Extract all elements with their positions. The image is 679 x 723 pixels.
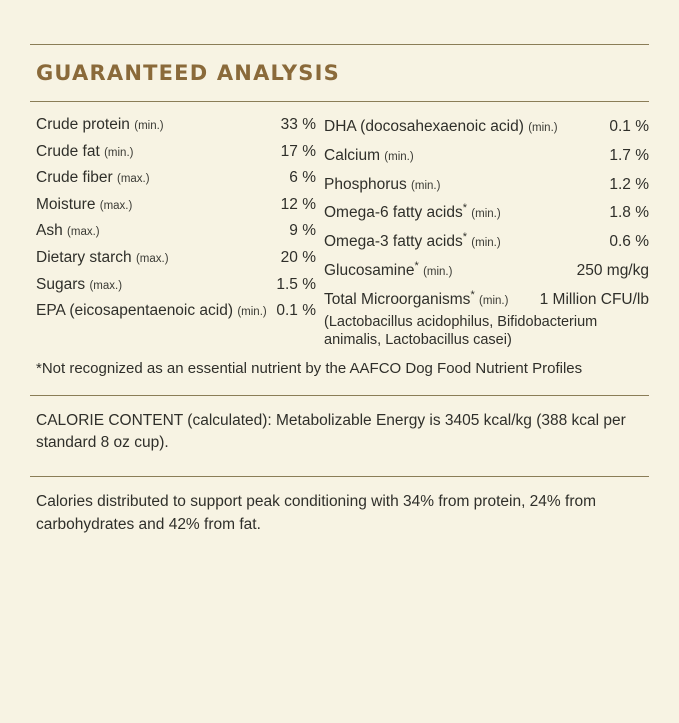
microorganism-detail-line: (Lactobacillus acidophilus, Bifidobacterium [324, 314, 598, 331]
nutrient-qualifier: (min.) [471, 237, 501, 250]
guaranteed-analysis-grid [30, 116, 649, 350]
analysis-row [36, 249, 316, 268]
nutrient-label: Phosphorus (min.) [324, 175, 441, 193]
nutrient-qualifier: (min.) [104, 146, 134, 159]
analysis-row [324, 231, 649, 252]
nutrition-panel [0, 44, 679, 723]
nutrient-qualifier: (min.) [384, 150, 414, 163]
calorie-distribution-paragraph: Calories distributed to support peak conditioning with 34% from protein, 24% from carbohydrates and 42% from fat. [36, 493, 597, 533]
nutrient-value: 0.1 % [276, 302, 316, 320]
footnote-marker: * [462, 202, 467, 215]
nutrient-value: 250 mg/kg [576, 261, 649, 279]
nutrient-qualifier: (min.) [411, 179, 441, 192]
analysis-row [36, 222, 316, 241]
nutrient-value: 1.7 % [609, 146, 649, 164]
nutrient-label: Crude fat (min.) [36, 142, 134, 160]
analysis-row [324, 260, 649, 281]
microorganism-detail-line: animalis, Lactobacillus casei) [324, 332, 512, 349]
analysis-row [36, 276, 316, 295]
analysis-row [324, 174, 649, 195]
nutrient-value: 0.6 % [609, 233, 649, 251]
nutrient-qualifier: (min.) [423, 265, 453, 278]
analysis-row [36, 196, 316, 215]
nutrient-value: 1.8 % [609, 204, 649, 222]
page-title: GUARANTEED ANALYSIS [36, 61, 340, 85]
divider-mid [30, 395, 649, 396]
analysis-row [324, 145, 649, 166]
footnote-marker: * [414, 259, 419, 272]
divider-under-title [30, 101, 649, 102]
analysis-row [324, 202, 649, 223]
nutrient-qualifier: (min.) [479, 294, 509, 307]
analysis-row [36, 169, 316, 188]
nutrient-qualifier: (max.) [99, 199, 133, 212]
nutrient-qualifier: (max.) [117, 173, 150, 186]
nutrient-value: 0.1 % [609, 118, 649, 136]
analysis-row [36, 116, 316, 135]
nutrient-label: Glucosamine* (min.) [324, 259, 453, 279]
analysis-row [324, 116, 649, 137]
aafco-footnote: *Not recognized as an essential nutrient by the AAFCO Dog Food Nutrient Profiles [36, 359, 583, 377]
footnote-marker: * [470, 288, 475, 301]
nutrient-value: 12 % [280, 195, 316, 213]
nutrient-label: DHA (docosahexaenoic acid) (min.) [324, 118, 558, 136]
nutrient-label: Crude fiber (max.) [36, 169, 150, 187]
nutrient-label: Moisture (max.) [36, 195, 133, 213]
nutrient-label: Omega-6 fatty acids* (min.) [324, 202, 501, 222]
nutrient-qualifier: (min.) [134, 120, 164, 132]
nutrient-label: Omega-3 fatty acids* (min.) [324, 231, 501, 251]
nutrient-label: Calcium (min.) [324, 146, 414, 164]
calorie-content-paragraph: CALORIE CONTENT (calculated): Metabolizable Energy is 3405 kcal/kg (388 kcal per standard 8 oz cup). [36, 411, 626, 451]
nutrient-label: EPA (eicosapentaenoic acid) (min.) [36, 302, 267, 320]
nutrient-value: 9 % [289, 222, 316, 240]
nutrient-label: Total Microorganisms* (min.) [324, 288, 509, 308]
nutrient-qualifier: (min.) [471, 208, 501, 221]
nutrient-value: 1.2 % [609, 175, 649, 193]
nutrient-qualifier: (max.) [135, 252, 169, 265]
nutrient-label: Sugars (max.) [36, 275, 123, 293]
analysis-row [36, 302, 316, 321]
nutrient-value: 20 % [280, 248, 316, 266]
nutrient-value: 1 Million CFU/lb [539, 290, 649, 308]
footnote-marker: * [462, 231, 467, 243]
analysis-column-right [320, 116, 649, 350]
nutrient-qualifier: (max.) [67, 226, 100, 239]
nutrient-value: 33 % [280, 116, 316, 133]
nutrient-label: Dietary starch (max.) [36, 248, 169, 266]
nutrient-qualifier: (min.) [528, 122, 558, 135]
nutrient-value: 17 % [280, 142, 316, 160]
microorganism-detail [324, 313, 649, 349]
nutrient-value: 6 % [289, 169, 316, 187]
analysis-row [36, 143, 316, 162]
divider-top [30, 44, 649, 45]
nutrient-qualifier: (max.) [89, 279, 123, 292]
divider-lower [30, 476, 649, 477]
nutrient-label: Crude protein (min.) [36, 116, 164, 133]
nutrient-qualifier: (min.) [237, 306, 267, 319]
analysis-column-left [30, 116, 320, 350]
nutrient-value: 1.5 % [276, 275, 316, 293]
nutrient-label: Ash (max.) [36, 222, 100, 240]
analysis-row [324, 289, 649, 310]
